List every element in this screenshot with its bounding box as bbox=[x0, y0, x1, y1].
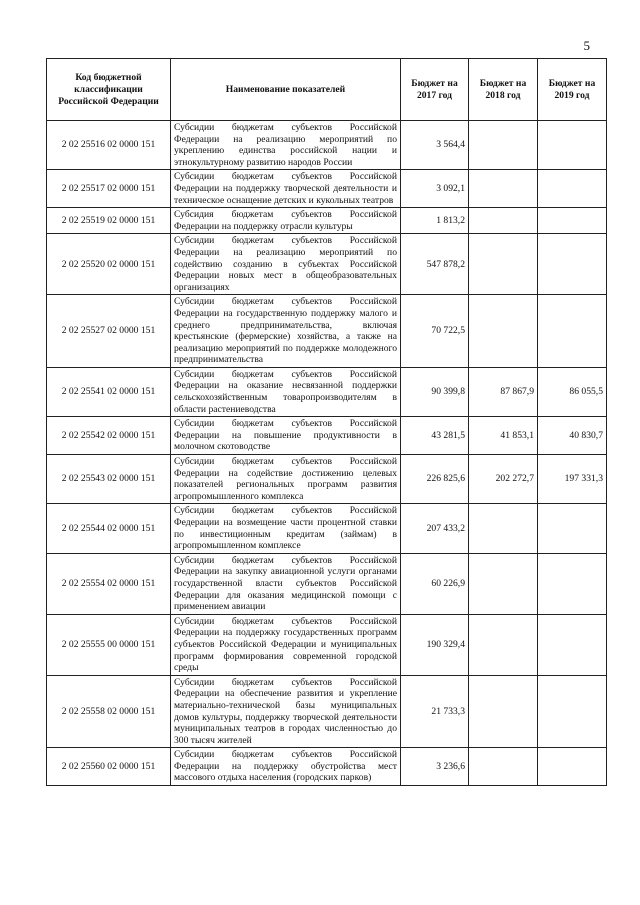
table-row bbox=[47, 367, 607, 416]
row-budget-2018: 202 272,7 bbox=[469, 455, 538, 504]
row-budget-2019: 86 055,5 bbox=[538, 367, 607, 416]
table-row bbox=[47, 675, 607, 748]
table-row bbox=[47, 614, 607, 675]
table-row bbox=[47, 748, 607, 786]
row-name: Субсидии бюджетам субъектов Российской Федерации на поддержку творческой деятельности и техническое оснащение детских и кукольных театров bbox=[171, 170, 401, 208]
table-header bbox=[47, 59, 607, 121]
row-budget-2017: 60 226,9 bbox=[401, 553, 469, 614]
row-name: Субсидии бюджетам субъектов Российской Федерации на реализацию мероприятий по содействию созданию в субъектах Российской Федерации новых мест в общеобразовательных организациях bbox=[171, 234, 401, 295]
header-2018: Бюджет на 2018 год bbox=[469, 59, 538, 121]
row-name: Субсидии бюджетам субъектов Российской Федерации на повышение продуктивности в молочном скотоводстве bbox=[171, 417, 401, 455]
row-budget-2019 bbox=[538, 234, 607, 295]
row-name: Субсидии бюджетам субъектов Российской Федерации на обеспечение развития и укрепление материально-технической базы муниципальных домов культуры, поддержку творческой деятельности муниципальных театров в городах численностью до 300 тысяч жителей bbox=[171, 675, 401, 748]
table-row bbox=[47, 295, 607, 368]
row-budget-2019 bbox=[538, 553, 607, 614]
row-budget-2018 bbox=[469, 553, 538, 614]
row-name: Субсидии бюджетам субъектов Российской Федерации на поддержку государственных программ субъектов Российской Федерации и муниципальных программ формирования современной городской среды bbox=[171, 614, 401, 675]
row-budget-2017: 207 433,2 bbox=[401, 504, 469, 553]
row-budget-2017: 70 722,5 bbox=[401, 295, 469, 368]
row-name: Субсидии бюджетам субъектов Российской Федерации на закупку авиационной услуги органами государственной власти субъектов Российской Федерации для оказания медицинской помощи с применением авиации bbox=[171, 553, 401, 614]
header-name: Наименование показателей bbox=[171, 59, 401, 121]
row-budget-2019 bbox=[538, 675, 607, 748]
row-code: 2 02 25520 02 0000 151 bbox=[47, 234, 171, 295]
row-name: Субсидии бюджетам субъектов Российской Федерации на оказание несвязанной поддержки сельскохозяйственным товаропроизводителям в области растениеводства bbox=[171, 367, 401, 416]
header-2019: Бюджет на 2019 год bbox=[538, 59, 607, 121]
row-code: 2 02 25543 02 0000 151 bbox=[47, 455, 171, 504]
row-budget-2019: 40 830,7 bbox=[538, 417, 607, 455]
table-row bbox=[47, 234, 607, 295]
header-code: Код бюджетной классификации Российской Федерации bbox=[47, 59, 171, 121]
page-number: 5 bbox=[583, 38, 590, 53]
row-budget-2018 bbox=[469, 208, 538, 234]
row-budget-2017: 226 825,6 bbox=[401, 455, 469, 504]
row-name: Субсидии бюджетам субъектов Российской Федерации на содействие достижению целевых показателей региональных программ развития агропромышленного комплекса bbox=[171, 455, 401, 504]
row-code: 2 02 25542 02 0000 151 bbox=[47, 417, 171, 455]
row-budget-2017: 3 564,4 bbox=[401, 121, 469, 170]
table-row bbox=[47, 170, 607, 208]
row-budget-2018 bbox=[469, 504, 538, 553]
row-code: 2 02 25560 02 0000 151 bbox=[47, 748, 171, 786]
row-budget-2019 bbox=[538, 748, 607, 786]
table-row bbox=[47, 417, 607, 455]
row-budget-2018 bbox=[469, 614, 538, 675]
row-budget-2018 bbox=[469, 295, 538, 368]
row-name: Субсидия бюджетам субъектов Российской Федерации на поддержку отрасли культуры bbox=[171, 208, 401, 234]
budget-table bbox=[46, 58, 607, 786]
table-row bbox=[47, 455, 607, 504]
row-budget-2019 bbox=[538, 121, 607, 170]
row-budget-2017: 190 329,4 bbox=[401, 614, 469, 675]
row-budget-2019 bbox=[538, 504, 607, 553]
row-budget-2018: 87 867,9 bbox=[469, 367, 538, 416]
row-budget-2018 bbox=[469, 121, 538, 170]
row-code: 2 02 25544 02 0000 151 bbox=[47, 504, 171, 553]
row-budget-2018 bbox=[469, 675, 538, 748]
row-budget-2019 bbox=[538, 208, 607, 234]
row-code: 2 02 25555 00 0000 151 bbox=[47, 614, 171, 675]
row-name: Субсидии бюджетам субъектов Российской Федерации на государственную поддержку малого и среднего предпринимательства, включая крестьянские (фермерские) хозяйства, а также на реализацию мероприятий по поддержке молодежного предпринимательства bbox=[171, 295, 401, 368]
row-code: 2 02 25541 02 0000 151 bbox=[47, 367, 171, 416]
row-budget-2019 bbox=[538, 295, 607, 368]
row-name: Субсидии бюджетам субъектов Российской Федерации на поддержку обустройства мест массового отдыха населения (городских парков) bbox=[171, 748, 401, 786]
row-name: Субсидии бюджетам субъектов Российской Федерации на возмещение части процентной ставки по инвестиционным кредитам (займам) в агропромышленном комплексе bbox=[171, 504, 401, 553]
row-budget-2017: 43 281,5 bbox=[401, 417, 469, 455]
header-2017: Бюджет на 2017 год bbox=[401, 59, 469, 121]
row-budget-2017: 1 813,2 bbox=[401, 208, 469, 234]
table-row bbox=[47, 553, 607, 614]
row-name: Субсидии бюджетам субъектов Российской Федерации на реализацию мероприятий по укреплению единства российской нации и этнокультурному развитию народов России bbox=[171, 121, 401, 170]
row-code: 2 02 25516 02 0000 151 bbox=[47, 121, 171, 170]
row-budget-2018: 41 853,1 bbox=[469, 417, 538, 455]
row-budget-2018 bbox=[469, 748, 538, 786]
row-code: 2 02 25558 02 0000 151 bbox=[47, 675, 171, 748]
row-budget-2017: 90 399,8 bbox=[401, 367, 469, 416]
row-budget-2019: 197 331,3 bbox=[538, 455, 607, 504]
row-code: 2 02 25527 02 0000 151 bbox=[47, 295, 171, 368]
row-budget-2017: 3 236,6 bbox=[401, 748, 469, 786]
row-code: 2 02 25517 02 0000 151 bbox=[47, 170, 171, 208]
row-budget-2018 bbox=[469, 234, 538, 295]
table-row bbox=[47, 121, 607, 170]
row-budget-2017: 3 092,1 bbox=[401, 170, 469, 208]
row-budget-2019 bbox=[538, 170, 607, 208]
row-budget-2017: 21 733,3 bbox=[401, 675, 469, 748]
row-budget-2019 bbox=[538, 614, 607, 675]
table-body bbox=[47, 121, 607, 786]
row-code: 2 02 25554 02 0000 151 bbox=[47, 553, 171, 614]
table-row bbox=[47, 504, 607, 553]
row-budget-2017: 547 878,2 bbox=[401, 234, 469, 295]
table-row bbox=[47, 208, 607, 234]
row-code: 2 02 25519 02 0000 151 bbox=[47, 208, 171, 234]
row-budget-2018 bbox=[469, 170, 538, 208]
